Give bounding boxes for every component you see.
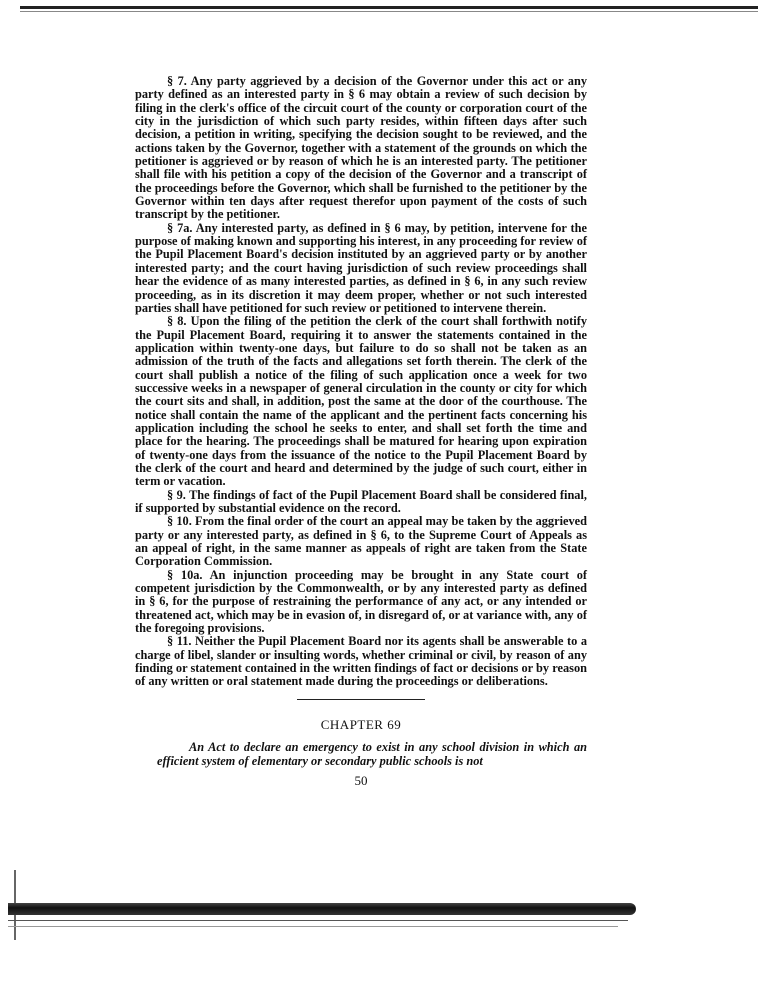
page-body <box>135 75 587 787</box>
section-8: § 8. Upon the filing of the petition the clerk of the court shall forthwith notify the Pupil Placement Board, requiring it to answer the statements contained in the application within twenty-one days, but failure to do so shall not be taken as an admission of the truth of the facts and allegations set forth therein. The clerk of the court shall publish a notice of the filing of such application once a week for two successive weeks in a newspaper of general circulation in the county or city for which the court sits and shall, in addition, post the same at the door of the courthouse. The notice shall contain the name of the applicant and the pertinent facts concerning his application including the school he seeks to enter, and shall set forth the time and place for the hearing. The proceedings shall be matured for hearing upon expiration of twenty-one days from the issuance of the notice to the Pupil Placement Board by the clerk of the court and heard and determined by the judge of such court, either in term or vacation. <box>135 314 587 489</box>
section-divider <box>297 699 425 700</box>
top-border <box>20 6 758 9</box>
bottom-line-faint <box>8 926 618 927</box>
section-10: § 10. From the final order of the court an appeal may be taken by the aggrieved party or any interested party, as defined in § 6, to the Supreme Court of Appeals as an appeal of right, in the same manner as appeals of right are taken from the State Corporation Commission. <box>135 514 587 569</box>
bottom-border <box>8 903 636 915</box>
section-9: § 9. The findings of fact of the Pupil Placement Board shall be considered final, if supported by substantial evidence on the record. <box>135 487 587 515</box>
bottom-line <box>8 920 628 921</box>
section-10a: § 10a. An injunction proceeding may be brought in any State court of competent jurisdiction by the Commonwealth, or by any interested party as defined in § 6, for the purpose of restraining the performance of any act, or any intended or threatened act, which may be in evasion of, in disregard of, or at variance with, any of the foregoing provisions. <box>135 567 587 636</box>
page-number: 50 <box>354 772 368 788</box>
section-7a: § 7a. Any interested party, as defined in § 6 may, by petition, intervene for the purpose of making known and supporting his interest, in any proceeding for review of the Pupil Placement Board's decision instituted by an aggrieved party or by another interested party; and the court having jurisdiction of such review proceedings shall hear the evidence of as many interested parties, as defined in § 6, in any such review proceeding, as in its discretion it may deem proper, whether or not such interested parties shall have petitioned for such review or petitioned to intervene therein. <box>135 220 587 315</box>
section-7: § 7. Any party aggrieved by a decision of the Governor under this act or any party defined as an interested party in § 6 may obtain a review of such decision by filing in the clerk's office of the circuit court of the county or corporation court of the city in the jurisdiction of which such party resides, within fifteen days after such decision, a petition in writing, specifying the decision sought to be reviewed, and the actions taken by the Governor, together with a statement of the grounds on which the petitioner is aggrieved or by reason of which he is an interested party. The petitioner shall file with his petition a copy of the decision of the Governor and a transcript of the proceedings before the Governor, which shall be furnished to the petitioner by the Governor within ten days after request therefor upon payment of the costs of such transcript by the petitioner. <box>135 74 587 222</box>
chapter-heading: CHAPTER 69 <box>320 716 402 732</box>
top-border-thin <box>20 11 758 12</box>
section-11: § 11. Neither the Pupil Placement Board nor its agents shall be answerable to a charge of libel, slander or insulting words, whether criminal or civil, by reason of any finding or statement contained in the written findings of fact or decisions or by reason of any written or oral statement made during the proceedings or deliberations. <box>135 634 587 689</box>
act-title: An Act to declare an emergency to exist in any school division in which an efficient system of elementary or secondary public schools is not <box>157 740 587 768</box>
